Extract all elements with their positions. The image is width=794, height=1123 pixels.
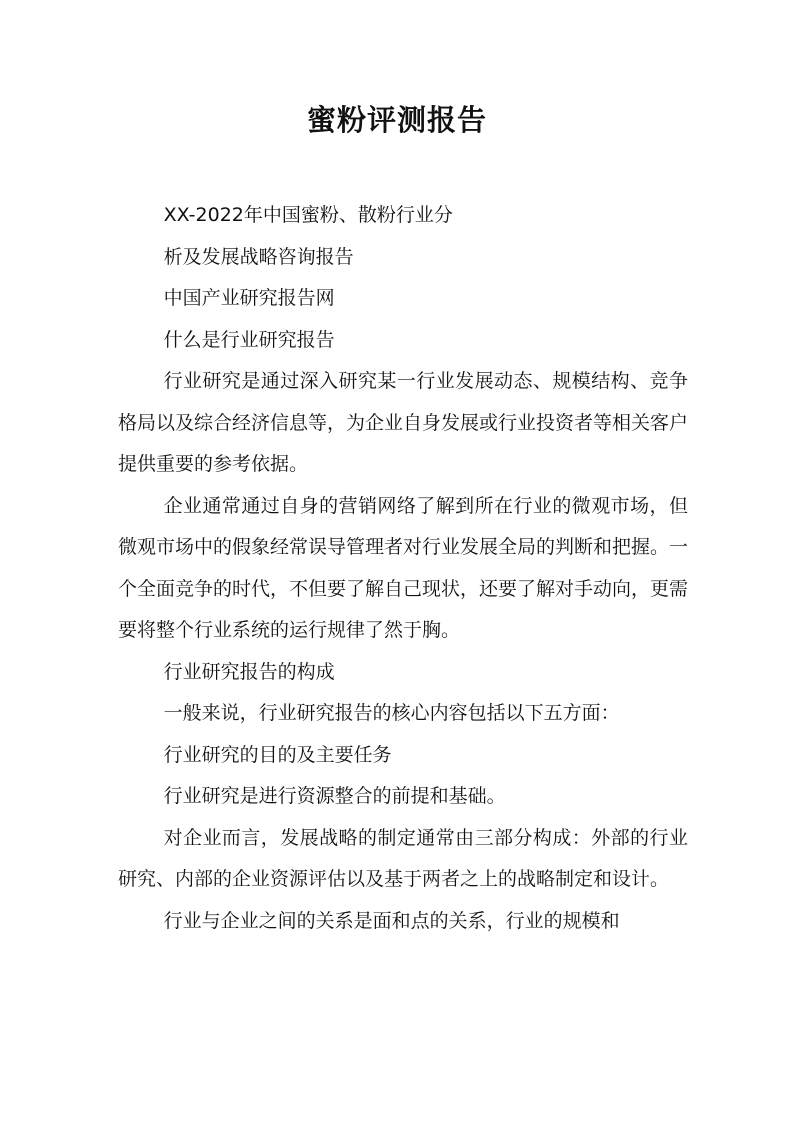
paragraph-five-aspects: 一般来说，行业研究报告的核心内容包括以下五方面： (163, 702, 620, 724)
paragraph-report-name-line1: XX-2022年中国蜜粉、散粉行业分 (163, 204, 453, 226)
paragraph-heading-what-is: 什么是行业研究报告 (163, 328, 335, 351)
paragraph-heading-composition: 行业研究报告的构成 (163, 660, 335, 683)
paragraph-enterprise-view: 企业通常通过自身的营销网络了解到所在行业的微观市场，但微观市场中的假象经常误导管理者对行业发展全局的判断和把握。一个全面竞争的时代，不但要了解自己现状，还要了解对手动向，更需要将整个行业系统的运行规律了然于胸。 (118, 494, 689, 641)
paragraph-strategy: 对企业而言，发展战略的制定通常由三部分构成：外部的行业研究、内部的企业资源评估以及基于两者之上的战略制定和设计。 (118, 826, 688, 890)
paragraph-report-name-line2: 析及发展战略咨询报告 (163, 245, 354, 268)
paragraph-heading-purpose: 行业研究的目的及主要任务 (163, 743, 392, 766)
paragraph-publisher: 中国产业研究报告网 (163, 287, 335, 309)
paragraph-industry-enterprise: 行业与企业之间的关系是面和点的关系，行业的规模和 (163, 909, 620, 932)
paragraph-definition: 行业研究是通过深入研究某一行业发展动态、规模结构、竞争格局以及综合经济信息等，为企业自身发展或行业投资者等相关客户提供重要的参考依据。 (118, 370, 689, 475)
document-title: 蜜粉评测报告 (306, 103, 487, 137)
document-body (118, 195, 688, 942)
paragraph-premise: 行业研究是进行资源整合的前提和基础。 (163, 785, 506, 807)
